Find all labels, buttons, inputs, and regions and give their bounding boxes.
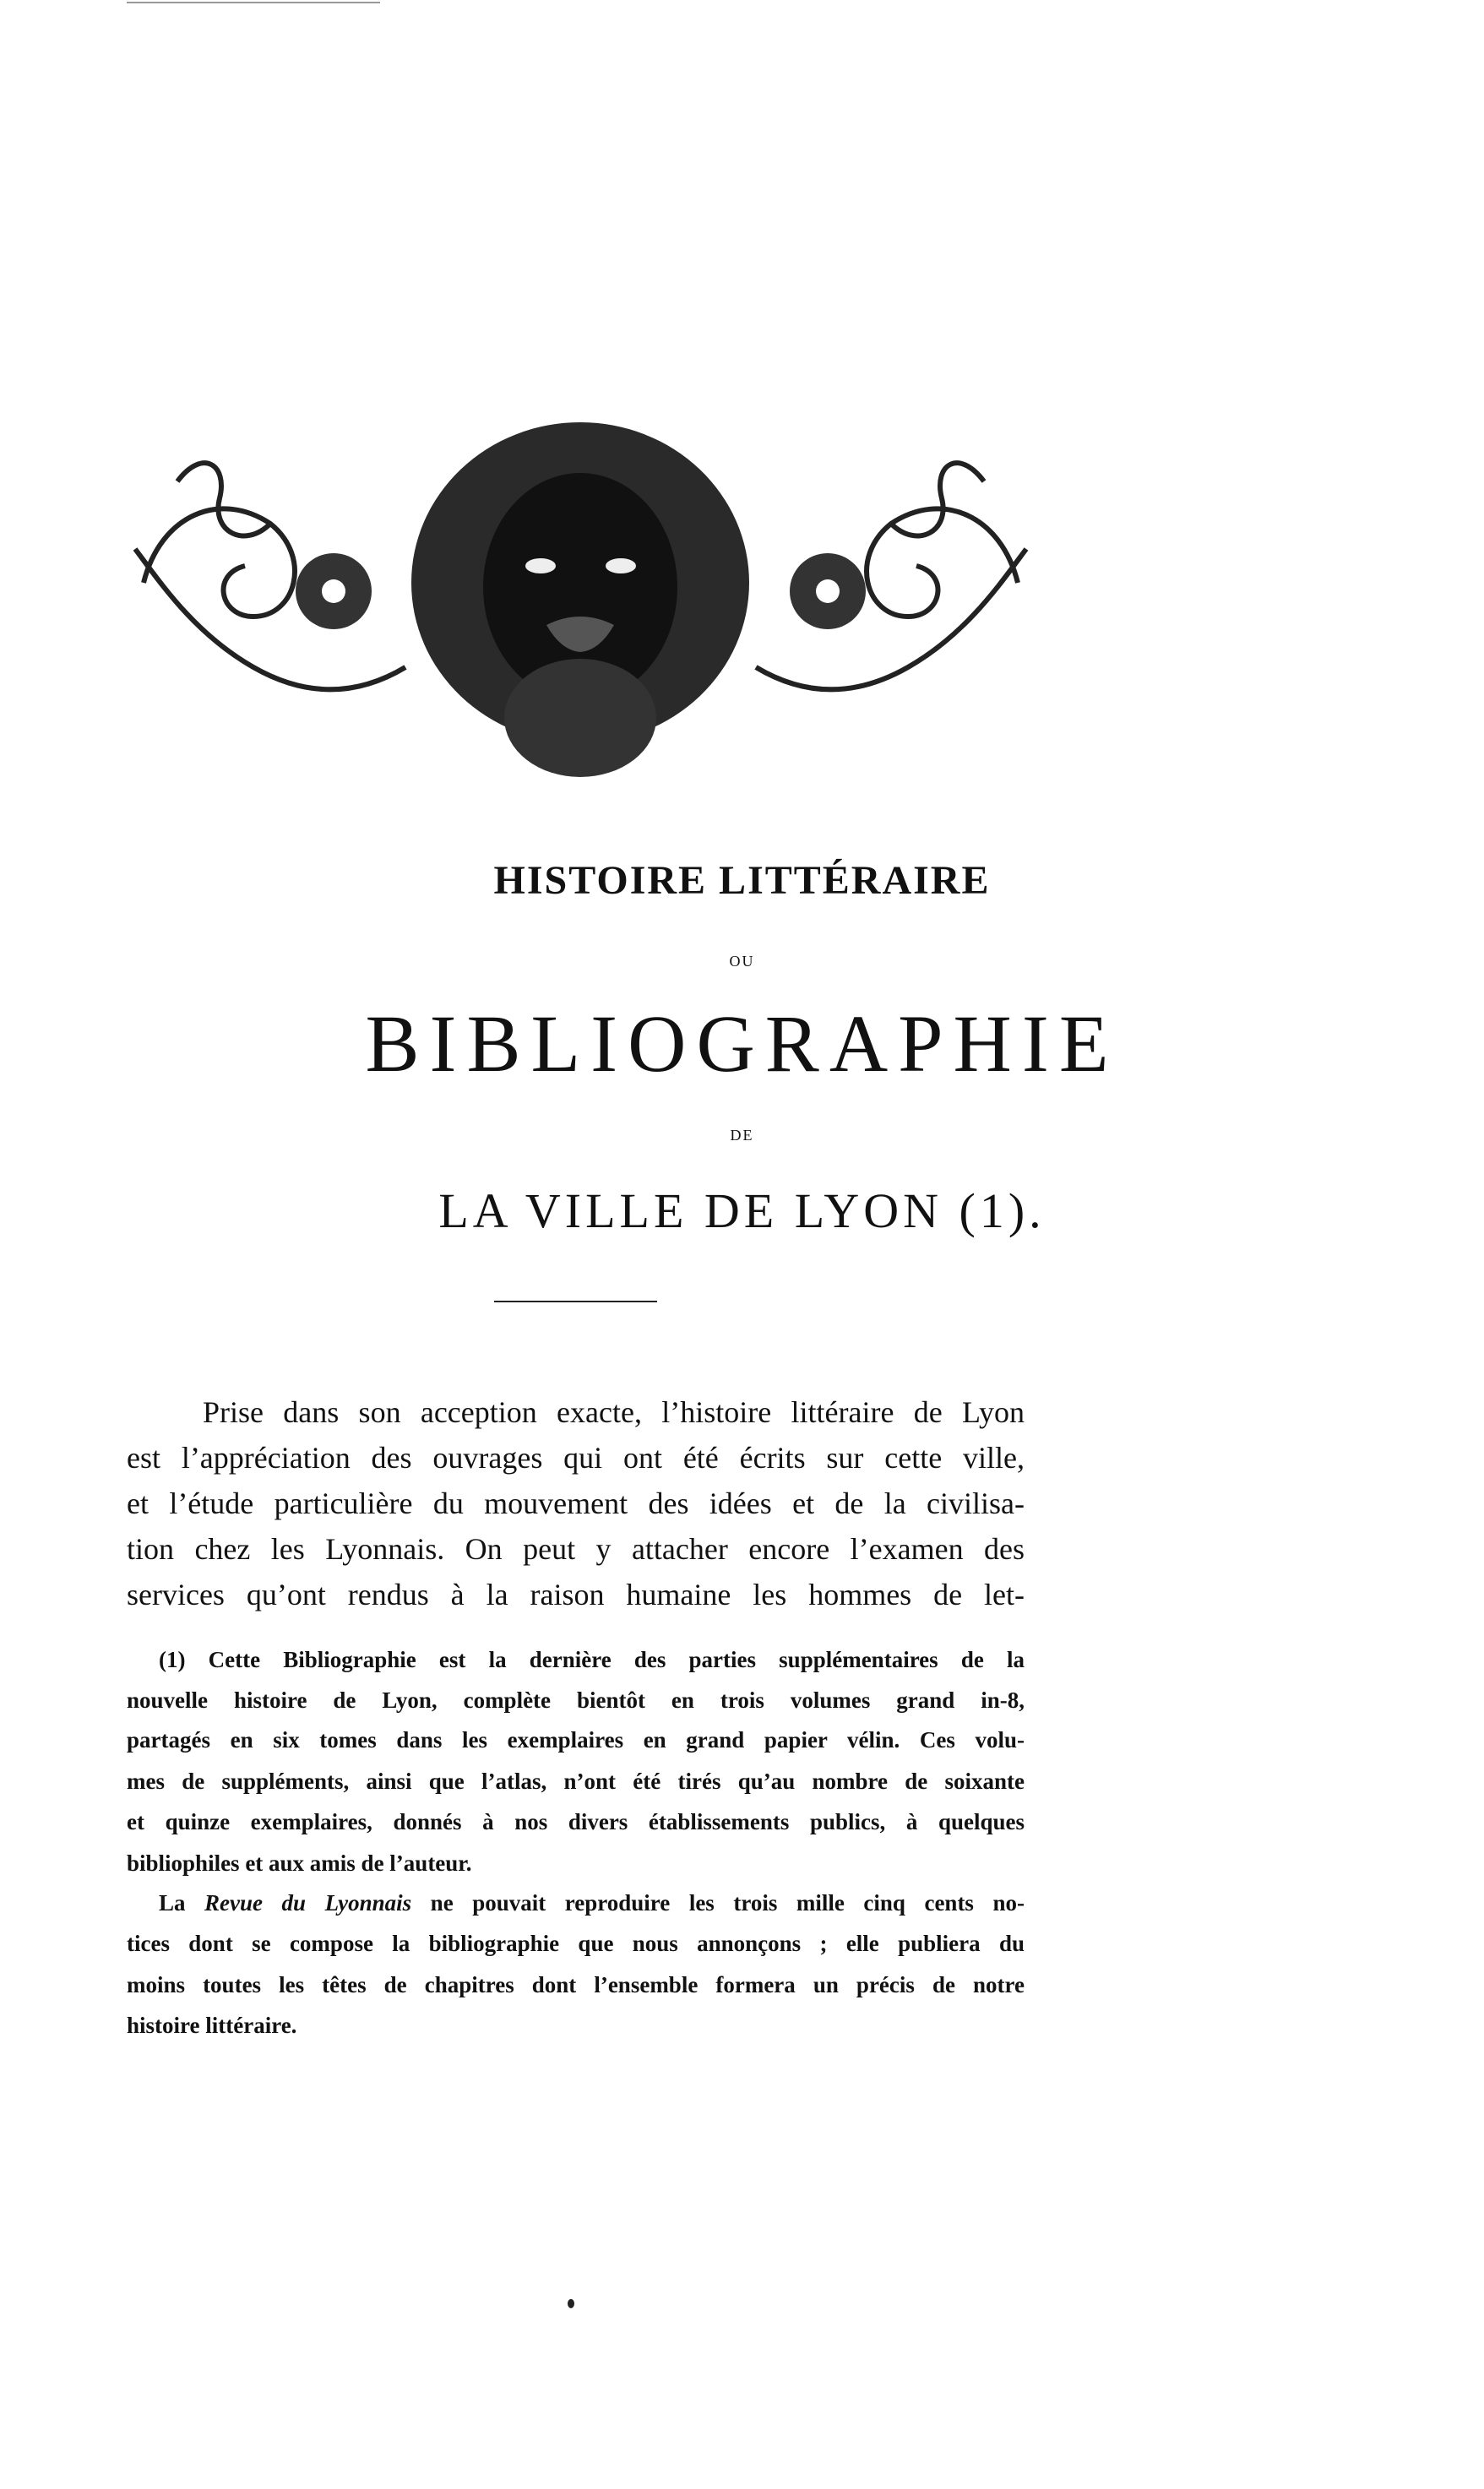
title-line-3: LA VILLE DE LYON (1). (438, 1183, 1046, 1238)
left-scroll (144, 508, 295, 617)
conjunction: OU (729, 953, 755, 970)
text: ne pouvait reproduire les trois mille cinq cents no- (411, 1890, 1025, 1916)
title-line-1: HISTOIRE LITTÉRAIRE (493, 858, 991, 903)
footnote-line: nouvelle histoire de Lyon, complète bientôt en trois volumes grand in-8, (127, 1687, 1025, 1713)
text: La (159, 1890, 205, 1916)
body-line: Prise dans son acception exacte, l’histoire littéraire de Lyon (203, 1395, 1025, 1429)
right-scroll (867, 508, 1018, 617)
divider-rule (494, 1301, 657, 1302)
footnote-line: partagés en six tomes dans les exemplaires en grand papier vélin. Ces volu- (127, 1727, 1025, 1753)
main-title: BIBLIOGRAPHIE (365, 998, 1119, 1089)
footnote-line: mes de suppléments, ainsi que l’atlas, n’ont été tirés qu’au nombre de soixante (127, 1769, 1025, 1794)
footnote-line: tices dont se compose la bibliographie que nous annonçons ; elle publiera du (127, 1931, 1025, 1956)
footnote-line: moins toutes les têtes de chapitres dont l’ensemble formera un précis de notre (127, 1972, 1025, 1997)
footnote-paragraph-2-line-1 (159, 1888, 1025, 1917)
scan-artifact (127, 2, 380, 3)
body-line: tion chez les Lyonnais. On peut y attacher encore l’examen des (127, 1532, 1025, 1566)
journal-title: Revue du Lyonnais (204, 1890, 412, 1916)
footnote-line: bibliophiles et aux amis de l’auteur. (127, 1850, 472, 1876)
body-line: est l’appréciation des ouvrages qui ont été écrits sur cette ville, (127, 1441, 1025, 1475)
body-line: services qu’ont rendus à la raison humaine les hommes de let- (127, 1578, 1025, 1611)
body-line: et l’étude particulière du mouvement des idées et de la civilisa- (127, 1486, 1025, 1520)
preposition: DE (730, 1127, 754, 1144)
footnote-line: histoire littéraire. (127, 2013, 297, 2038)
footnote-line: (1) Cette Bibliographie est la dernière des parties supplémentaires de la (159, 1647, 1025, 1672)
lion-head-ornament (127, 414, 1035, 790)
page-mark (568, 2299, 574, 2308)
footnote-line: et quinze exemplaires, donnés à nos divers établissements publics, à quelques (127, 1809, 1025, 1834)
